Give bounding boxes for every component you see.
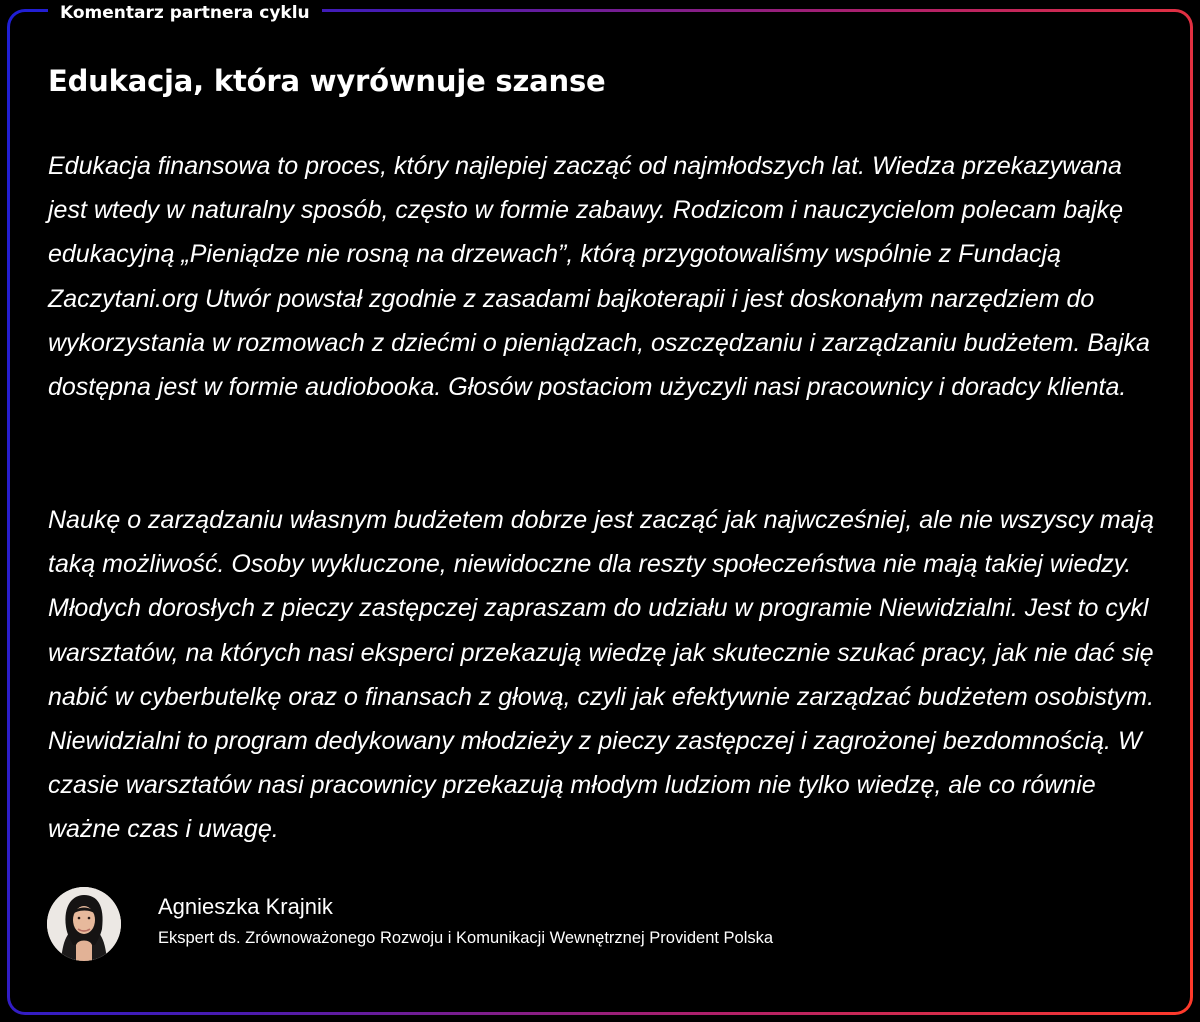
avatar	[47, 887, 121, 961]
comment-paragraph-2: Naukę o zarządzaniu własnym budżetem dobrze jest zacząć jak najwcześniej, ale nie wszyscy mają taką możliwość. Osoby wykluczone, niewidoczne dla reszty społeczeństwa nie mają takiej wiedzy. Młodych dorosłych z pieczy zastępczej zapraszam do udziału w programie Niewidzialni. Jest to cykl warsztatów, na których nasi eksperci przekazują wiedzę jak skutecznie szukać pracy, jak nie dać się nabić w cyberbutelkę oraz o finansach z głową, czyli jak efektywnie zarządzać budżetem osobistym. Niewidzialni to program dedykowany młodzieży z pieczy zastępczej i zagrożonej bezdomnością. W czasie warsztatów nasi pracownicy przekazują młodym ludziom nie tylko wiedzę, ale co równie ważne czas i uwagę.	[48, 506, 1155, 844]
author-name: Agnieszka Krajnik	[158, 894, 333, 919]
author-portrait-icon	[47, 887, 121, 961]
author-text	[158, 887, 773, 948]
comment-paragraph-1: Edukacja finansowa to proces, który najlepiej zacząć od najmłodszych lat. Wiedza przekazywana jest wtedy w naturalny sposób, często w formie zabawy. Rodzicom i nauczycielom polecam bajkę edukacyjną „Pieniądze nie rosną na drzewach”, którą przygotowaliśmy wspólnie z Fundacją Zaczytani.org Utwór powstał zgodnie z zasadami bajkoterapii i jest doskonałym narzędziem do wykorzystania w rozmowach z dziećmi o pieniądzach, oszczędzaniu i zarządzaniu budżetem. Bajka dostępna jest w formie audiobooka. Głosów postaciom użyczyli nasi pracownicy i doradcy klienta.	[48, 152, 1150, 402]
comment-heading: Edukacja, która wyrównuje szanse	[48, 64, 606, 98]
author-block	[47, 887, 773, 961]
author-role: Ekspert ds. Zrównoważonego Rozwoju i Komunikacji Wewnętrznej Provident Polska	[158, 929, 774, 947]
partner-comment-badge: Komentarz partnera cyklu	[48, 0, 322, 26]
